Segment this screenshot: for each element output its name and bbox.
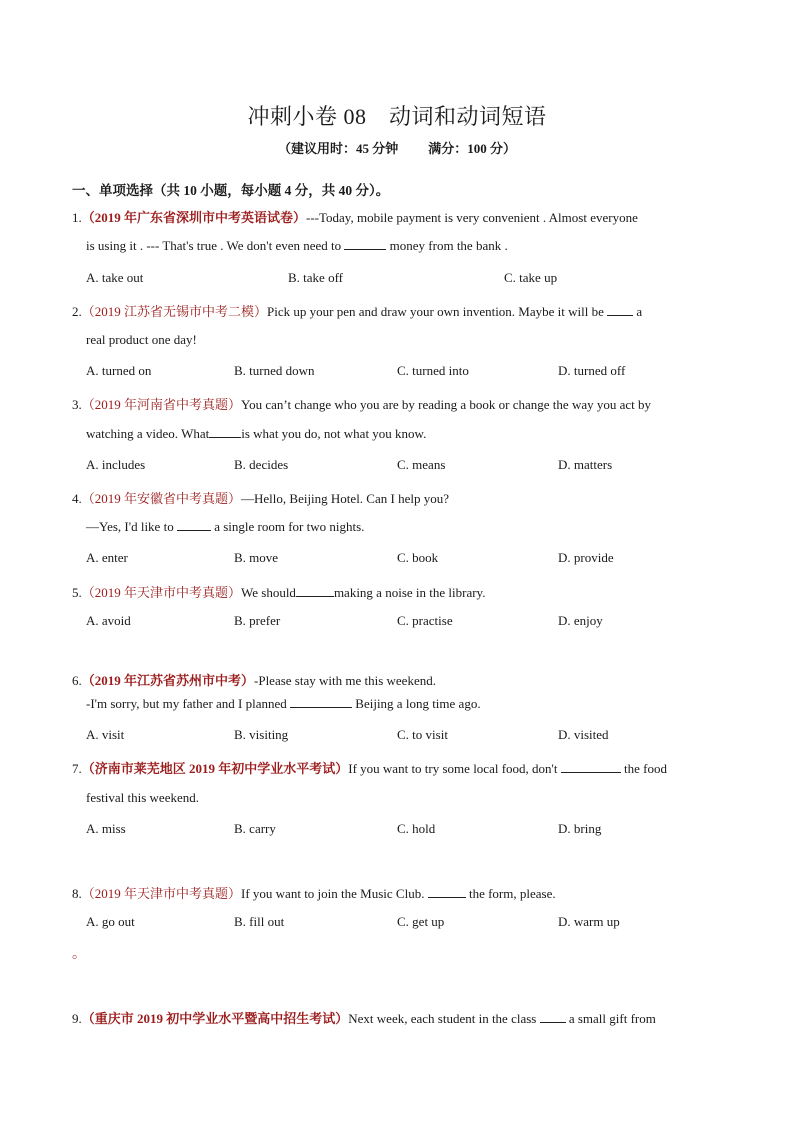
question-8 — [72, 883, 556, 902]
option-d: D. visited — [558, 727, 609, 742]
page-title: 冲刺小卷 08 动词和动词短语 — [247, 104, 547, 129]
question-text: a small gift from — [568, 1011, 656, 1026]
question-source: （2019 江苏省无锡市中考二模） — [81, 304, 268, 319]
question-source: （2019 年河南省中考真题） — [81, 397, 242, 412]
answer-blank — [561, 761, 621, 773]
question-9 — [72, 1008, 656, 1027]
question-source: （2019 年安徽省中考真题） — [81, 491, 242, 506]
question-text: —Yes, I'd like to — [86, 519, 174, 534]
option-a: A. enter — [86, 550, 128, 565]
option-c: C. to visit — [397, 727, 448, 742]
full-score: 满分：100 分） — [428, 141, 517, 156]
question-text: watching a video. What — [86, 426, 210, 441]
question-6 — [72, 670, 436, 689]
question-text: ---Today, mobile payment is very convenient . Almost everyone — [306, 210, 638, 225]
question-source: （济南市莱芜地区 2019 年初中学业水平考试） — [81, 761, 349, 776]
question-text: -I'm sorry, but my father and I planned — [86, 696, 287, 711]
question-number: 9. — [72, 1011, 82, 1026]
option-a: A. avoid — [86, 613, 131, 628]
option-d: D. turned off — [558, 363, 626, 378]
option-a: A. visit — [86, 727, 125, 742]
option-d: D. provide — [558, 550, 614, 565]
question-5 — [72, 582, 485, 601]
question-number: 3. — [72, 397, 82, 412]
option-b: B. visiting — [234, 727, 289, 742]
option-d: D. bring — [558, 821, 602, 836]
question-number: 5. — [72, 585, 82, 600]
question-1 — [72, 207, 638, 226]
answer-blank — [296, 585, 334, 597]
question-source: （2019 年天津市中考真题） — [81, 886, 242, 901]
option-a: A. includes — [86, 457, 146, 472]
answer-blank — [428, 886, 466, 898]
option-b: B. take off — [288, 270, 343, 285]
page-subtitle — [0, 138, 794, 157]
question-source: （重庆市 2019 初中学业水平暨高中招生考试） — [81, 1011, 349, 1026]
question-number: 6. — [72, 673, 82, 688]
option-d: D. warm up — [558, 914, 620, 929]
question-text: Pick up your pen and draw your own invention. Maybe it will be — [267, 304, 604, 319]
option-c: C. hold — [397, 821, 436, 836]
question-text: —Hello, Beijing Hotel. Can I help you? — [241, 491, 449, 506]
question-text: is what you do, not what you know. — [241, 426, 427, 441]
option-c: C. means — [397, 457, 446, 472]
question-4 — [72, 488, 449, 507]
question-source: （2019 年广东省深圳市中考英语试卷） — [81, 210, 307, 225]
question-number: 4. — [72, 491, 82, 506]
option-b: B. turned down — [234, 363, 315, 378]
option-d: D. matters — [558, 457, 613, 472]
question-text: the food — [623, 761, 667, 776]
option-c: C. turned into — [397, 363, 469, 378]
question-4-cont — [86, 519, 364, 535]
section-heading: 一、单项选择（共 10 小题，每小题 4 分，共 40 分）。 — [72, 183, 390, 198]
question-3 — [72, 394, 651, 413]
answer-blank — [344, 238, 386, 250]
option-a: A. miss — [86, 821, 126, 836]
question-text: is using it . --- That's true . We don't even need to — [86, 238, 342, 253]
question-text: the form, please. — [468, 886, 556, 901]
question-text: You can’t change who you are by reading a book or change the way you act by — [241, 397, 651, 412]
answer-blank — [607, 304, 633, 316]
question-1-cont — [86, 238, 508, 254]
option-c: C. practise — [397, 613, 453, 628]
question-text: a — [636, 304, 643, 319]
question-text: Next week, each student in the class — [348, 1011, 537, 1026]
stray-period: 。 — [72, 947, 86, 962]
question-6-cont — [86, 696, 481, 712]
option-a: A. take out — [86, 270, 144, 285]
option-b: B. carry — [234, 821, 276, 836]
question-7 — [72, 758, 667, 777]
question-text: If you want to try some local food, don't — [348, 761, 558, 776]
question-text: a single room for two nights. — [214, 519, 365, 534]
option-b: B. fill out — [234, 914, 285, 929]
question-number: 7. — [72, 761, 82, 776]
option-b: B. decides — [234, 457, 289, 472]
option-d: D. enjoy — [558, 613, 603, 628]
answer-blank — [177, 519, 211, 531]
suggested-time: （建议用时：45 分钟 — [277, 141, 399, 156]
option-a: A. go out — [86, 914, 135, 929]
answer-blank — [540, 1011, 566, 1023]
option-c: C. get up — [397, 914, 445, 929]
question-text: money from the bank . — [389, 238, 508, 253]
answer-blank — [290, 696, 352, 708]
option-c: C. take up — [504, 270, 558, 285]
option-b: B. move — [234, 550, 279, 565]
question-source: （2019 年天津市中考真题） — [81, 585, 242, 600]
question-3-cont — [86, 426, 426, 442]
question-text: making a noise in the library. — [333, 585, 486, 600]
question-text: -Please stay with me this weekend. — [254, 673, 436, 688]
answer-blank — [209, 426, 241, 438]
question-source: （2019 年江苏省苏州市中考） — [81, 673, 255, 688]
option-a: A. turned on — [86, 363, 152, 378]
option-b: B. prefer — [234, 613, 281, 628]
question-number: 2. — [72, 304, 82, 319]
question-number: 8. — [72, 886, 82, 901]
option-c: C. book — [397, 550, 439, 565]
question-text: If you want to join the Music Club. — [241, 886, 425, 901]
question-2-cont: real product one day! — [86, 332, 197, 347]
question-2 — [72, 301, 642, 320]
question-number: 1. — [72, 210, 82, 225]
question-text: We should — [241, 585, 296, 600]
question-text: Beijing a long time ago. — [355, 696, 481, 711]
question-7-cont: festival this weekend. — [86, 790, 199, 805]
